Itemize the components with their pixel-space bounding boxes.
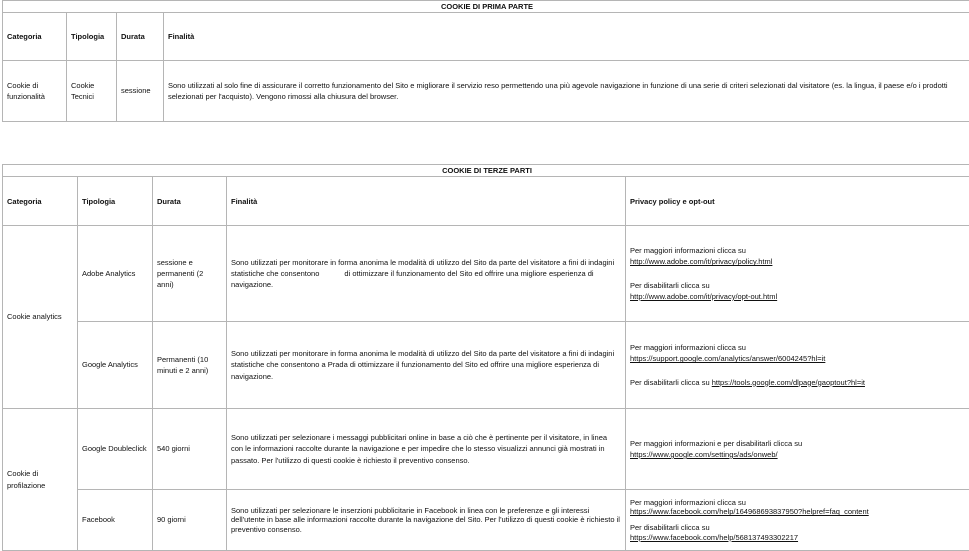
cell-finalita: Sono utilizzati per monitorare in forma anonima le modalità di utilizzo del Sito da parte del visitatore a fini di indagini statistiche che consentono a Prada di ottimizzare il funzionamento del Sito ed offrire una migliore esperienza di navigazione. [227, 322, 626, 409]
privacy-info-text: Per maggiori informazioni clicca su [630, 342, 967, 353]
header-durata: Durata [117, 13, 164, 61]
table-row [3, 226, 969, 322]
header-categoria: Categoria [3, 13, 67, 61]
cell-durata: Permanenti (10 minuti e 2 anni) [153, 322, 227, 409]
header-tipologia: Tipologia [67, 13, 117, 61]
cell-categoria: Cookie di funzionalità [3, 61, 67, 122]
header-privacy-policy: Privacy policy e opt-out [626, 177, 969, 226]
privacy-policy-link[interactable]: https://www.google.com/settings/ads/onweb/ [630, 449, 967, 460]
cell-tipologia: Google Analytics [78, 322, 153, 409]
cell-finalita: Sono utilizzati per monitorare in forma anonima le modalità di utilizzo del Sito da parte del visitatore a fini di indagini statistiche che consentono di ottimizzare il funzionamento del Sito ed offrire una migliore esperienza di navigazione. [227, 226, 626, 322]
table-row [3, 322, 969, 409]
first-party-cookie-table [2, 0, 969, 122]
table-row [3, 409, 969, 490]
cell-finalita: Sono utilizzati per selezionare le inserzioni pubblicitarie in Facebook in linea con le preferenze e gli interessi dell'utente in base alle informazioni raccolte durante la navigazione del Sito. Per l'utilizzo di questi cookie è richiesto il preventivo consenso. [227, 490, 626, 551]
table-row [3, 490, 969, 551]
cell-tipologia: Adobe Analytics [78, 226, 153, 322]
privacy-info-text: Per maggiori informazioni e per disabilitarli clicca su [630, 438, 967, 449]
privacy-info-text: Per maggiori informazioni clicca su [630, 245, 967, 256]
privacy-policy-link[interactable]: https://support.google.com/analytics/answer/6004245?hl=it [630, 353, 967, 364]
header-finalita: Finalità [164, 13, 969, 61]
optout-text: Per disabilitarli clicca su [630, 523, 967, 533]
optout-link[interactable]: https://www.facebook.com/help/568137493302217 [630, 533, 967, 543]
third-party-cookie-table [2, 164, 969, 551]
cell-privacy [626, 226, 969, 322]
privacy-policy-link[interactable]: https://www.facebook.com/help/164968693837950?helpref=faq_content [630, 507, 967, 517]
cell-privacy [626, 409, 969, 490]
privacy-info-text: Per maggiori informazioni clicca su [630, 498, 967, 508]
cell-tipologia: Facebook [78, 490, 153, 551]
header-durata: Durata [153, 177, 227, 226]
cell-durata: sessione e permanenti (2 anni) [153, 226, 227, 322]
header-categoria: Categoria [3, 177, 78, 226]
cell-privacy [626, 490, 969, 551]
optout-link[interactable]: http://www.adobe.com/it/privacy/opt-out.html [630, 291, 967, 302]
cell-categoria-profilazione: Cookie di profilazione [3, 409, 78, 551]
cell-tipologia: Cookie Tecnici [67, 61, 117, 122]
header-tipologia: Tipologia [78, 177, 153, 226]
cell-durata: sessione [117, 61, 164, 122]
optout-text: Per disabilitarli clicca su [630, 378, 710, 387]
optout-link[interactable]: https://tools.google.com/dlpage/gaoptout?hl=it [712, 378, 865, 387]
cell-finalita: Sono utilizzati al solo fine di assicurare il corretto funzionamento del Sito e migliorare il servizio reso permettendo una più agevole navigazione in funzione di una serie di criteri selezionati dal visitatore (es. la lingua, il paese e/o i prodotti selezionati per l'acquisto). Vengono rimossi alla chiusura del browser. [164, 61, 969, 122]
cell-privacy [626, 322, 969, 409]
third-party-title: COOKIE DI TERZE PARTI [3, 165, 969, 177]
cell-finalita: Sono utilizzati per selezionare i messaggi pubblicitari online in base a ciò che è pertinente per il visitatore, in linea con le informazioni raccolte durante la navigazione e per impedire che lo stesso visualizzi annunci già mostrati in passato. Per l'utilizzo di questi cookie è richiesto il preventivo consenso. [227, 409, 626, 490]
header-finalita: Finalità [227, 177, 626, 226]
cell-durata: 90 giorni [153, 490, 227, 551]
optout-text: Per disabilitarli clicca su [630, 280, 967, 291]
cell-categoria-analytics: Cookie analytics [3, 226, 78, 409]
cell-durata: 540 giorni [153, 409, 227, 490]
first-party-title: COOKIE DI PRIMA PARTE [3, 1, 969, 13]
cell-tipologia: Google Doubleclick [78, 409, 153, 490]
privacy-policy-link[interactable]: http://www.adobe.com/it/privacy/policy.html [630, 256, 967, 267]
